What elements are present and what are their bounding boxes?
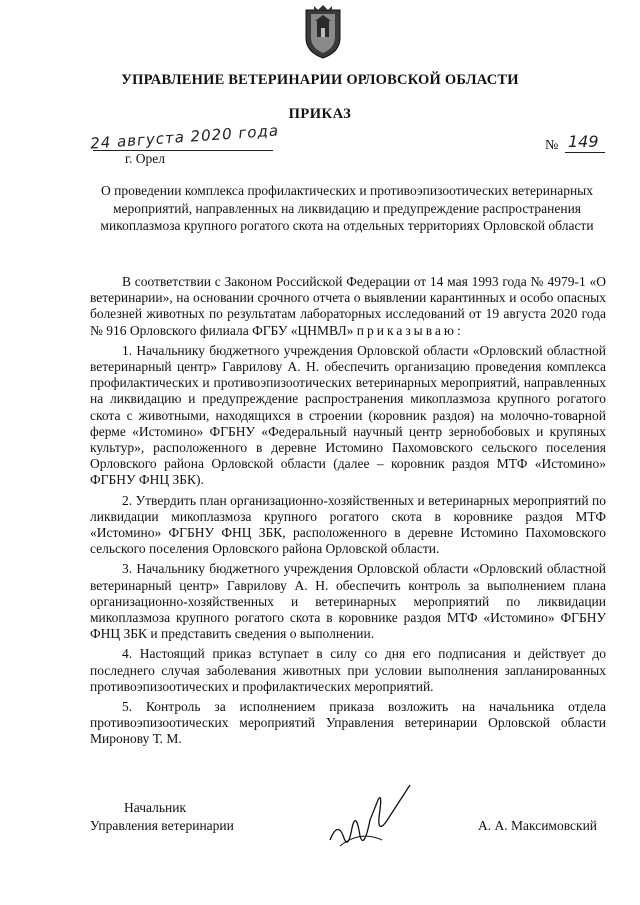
handwritten-date: 24 августа 2020 года	[89, 121, 280, 153]
order-item-2: 2. Утвердить план организационно-хозяйственных и ветеринарных мероприятий по ликвидации микоплазмоза крупного рогатого скота в коровнике раздоя МТФ «Истомино» ФГБНУ ФНЦ ЗБК, расположенного в деревне Истомино Пахомовского сельского поселения Орловского района Орловской области.	[90, 492, 606, 557]
order-item-3: 3. Начальнику бюджетного учреждения Орловской области «Орловский областной ветеринарный центр» Гаврилову А. Н. обеспечить контроль за выполнением плана организационно-хозяйственных и ветеринарных мероприятий по ликвидации микоплазмоза крупного рогатого скота в коровнике раздоя МТФ «Истомино» ФГБНУ ФНЦ ЗБК и представить сведения о выполнении.	[90, 561, 606, 642]
document-type-title: ПРИКАЗ	[288, 106, 352, 122]
order-item-5: 5. Контроль за исполнением приказа возложить на начальника отдела противоэпизоотических мероприятий Управления ветеринарии Орловской области Миронову Т. М.	[90, 699, 606, 747]
coat-of-arms-emblem	[302, 4, 344, 60]
order-subject: О проведении комплекса профилактических и противоэпизоотических ветеринарных мероприятий, направленных на ликвидацию и предупреждение распространения микоплазмоза крупного рогатого скота на отдельных территориях Орловской области	[100, 183, 594, 233]
order-word: приказываю:	[356, 322, 464, 338]
order-item-4: 4. Настоящий приказ вступает в силу со дня его подписания и действует до последнего случая заболевания животных при условии выполнения запланированных противоэпизоотических и профилактических мероприятий.	[90, 646, 606, 694]
signer-title-line1: Начальник	[124, 800, 187, 815]
organization-title: УПРАВЛЕНИЕ ВЕТЕРИНАРИИ ОРЛОВСКОЙ ОБЛАСТИ	[121, 72, 519, 88]
number-underline	[565, 152, 605, 153]
signer-name: А. А. Максимовский	[478, 818, 598, 833]
signer-title-line2: Управления ветеринарии	[90, 818, 234, 833]
handwritten-number: 149	[568, 132, 599, 151]
preamble-text: В соответствии с Законом Российской Федерации от 14 мая 1993 года № 4979-1 «О ветеринарии», на основании срочного отчета о выявлении карантинных и особо опасных болезней животных по результатам лабораторных исследований от 19 августа 2020 года № 916 Орловского филиала ФГБУ «ЦНМВЛ»	[90, 274, 606, 338]
order-body	[90, 274, 606, 748]
city-label: г. Орел	[125, 151, 165, 166]
handwritten-signature	[320, 780, 420, 860]
number-label: №	[545, 138, 559, 153]
preamble	[90, 274, 606, 339]
order-item-1: 1. Начальнику бюджетного учреждения Орловской области «Орловский областной ветеринарный центр» Гаврилову А. Н. обеспечить организацию проведения комплекса профилактических и противоэпизоотических ветеринарных мероприятий, направленных на ликвидацию и предупреждение распространения микоплазмоза крупного рогатого скота с животными, находящихся в строении (коровник раздоя) на молочно-товарной ферме «Истомино» ФГБНУ «Федеральный научный центр зернобобовых и крупяных культур», расположенного в деревне Истомино Пахомовского сельского поселения Орловского района Орловской области (далее – коровник раздоя МТФ «Истомино» ФГБНУ ФНЦ ЗБК).	[90, 342, 606, 488]
